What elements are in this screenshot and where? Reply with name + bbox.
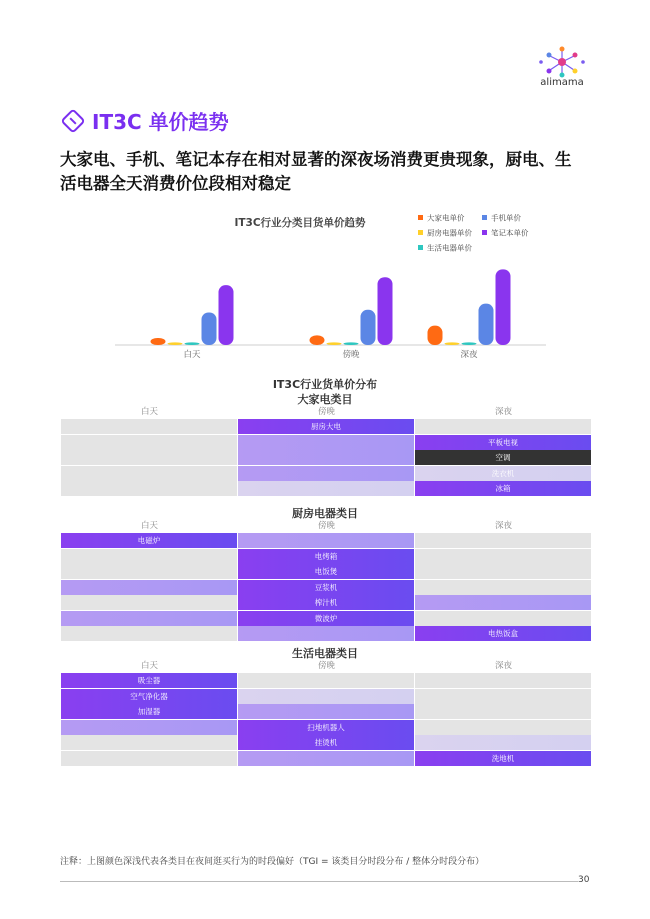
heat-cell: 空气净化器 xyxy=(61,689,237,704)
headline-line-1: 大家电、手机、笔记本存在相对显著的深夜场消费更贵现象，厨电、生 xyxy=(60,150,572,169)
column-label: 深夜 xyxy=(494,521,512,531)
headline-line-2: 活电器全天消费价位段相对稳定 xyxy=(60,174,291,193)
heat-cell: 电热饭盒 xyxy=(415,626,591,641)
bar-3-1 xyxy=(361,310,376,345)
page-number: 30 xyxy=(578,875,590,885)
column-label: 白天 xyxy=(140,521,158,531)
heat-cell: 吸尘器 xyxy=(61,673,237,688)
section-title: IT3C 单价趋势 xyxy=(92,110,229,134)
heat-cell xyxy=(415,611,591,626)
x-tick-label: 深夜 xyxy=(460,350,478,360)
bar-0-2 xyxy=(428,326,443,345)
tag-icon xyxy=(60,108,86,134)
heat-cell xyxy=(238,704,414,719)
legend-label: 生活电器单价 xyxy=(427,243,472,253)
heat-cell xyxy=(61,735,237,750)
heat-cell xyxy=(238,751,414,766)
chart-bars xyxy=(151,269,511,345)
group-title: 大家电类目 xyxy=(297,393,353,406)
distribution-title: IT3C行业货单价分布 xyxy=(272,378,378,391)
heat-cell xyxy=(415,580,591,595)
heat-cell: 电烤箱 xyxy=(238,549,414,564)
bar-4-2 xyxy=(496,269,511,345)
column-label: 白天 xyxy=(140,407,158,417)
heat-cell xyxy=(238,626,414,641)
heat-cell: 平板电视 xyxy=(415,435,591,450)
legend-label: 厨房电器单价 xyxy=(427,228,472,238)
chart-legend xyxy=(418,213,529,253)
bar-2-2 xyxy=(462,342,477,345)
legend-label: 大家电单价 xyxy=(427,213,465,223)
heat-cell xyxy=(61,450,237,465)
bar-4-0 xyxy=(219,285,234,345)
heat-cell xyxy=(61,611,237,626)
logo-text: alimama xyxy=(540,77,584,88)
column-label: 深夜 xyxy=(494,407,512,417)
heat-cell: 加湿器 xyxy=(61,704,237,719)
heat-cell: 空调 xyxy=(415,450,591,465)
heat-cell xyxy=(238,466,414,481)
legend-swatch xyxy=(418,230,423,235)
heat-cell: 挂烫机 xyxy=(238,735,414,750)
heat-cell xyxy=(61,466,237,481)
heat-cell xyxy=(415,419,591,434)
legend-swatch xyxy=(418,245,423,250)
heat-cell xyxy=(415,735,591,750)
heat-cell: 洗衣机 xyxy=(415,466,591,481)
heat-cell xyxy=(61,481,237,496)
heat-cell: 电饭煲 xyxy=(238,564,414,579)
heat-cell xyxy=(61,720,237,735)
heat-cell: 洗地机 xyxy=(415,751,591,766)
legend-label: 手机单价 xyxy=(491,213,521,223)
bar-0-1 xyxy=(310,335,325,345)
heat-cell xyxy=(61,435,237,450)
heat-cell: 微波炉 xyxy=(238,611,414,626)
heat-cell: 豆浆机 xyxy=(238,580,414,595)
group-title: 厨房电器类目 xyxy=(292,507,358,520)
heat-cell: 冰箱 xyxy=(415,481,591,496)
bar-2-0 xyxy=(185,342,200,345)
x-tick-label: 白天 xyxy=(183,350,201,360)
bar-3-2 xyxy=(479,304,494,345)
heat-cell: 扫地机器人 xyxy=(238,720,414,735)
heat-cell xyxy=(238,481,414,496)
footnote: 注释：上图颜色深浅代表各类目在夜间逛买行为的时段偏好（TGI = 该类目分时段分布 / 整体分时段分布） xyxy=(60,857,485,867)
legend-swatch xyxy=(418,215,423,220)
x-tick-label: 傍晚 xyxy=(342,350,360,360)
heat-cell: 榨汁机 xyxy=(238,595,414,610)
heat-cell xyxy=(61,626,237,641)
heat-cell xyxy=(238,533,414,548)
column-label: 傍晚 xyxy=(317,521,335,531)
x-tick-labels xyxy=(183,349,478,360)
heat-cell xyxy=(61,595,237,610)
heat-cell xyxy=(61,564,237,579)
column-label: 傍晚 xyxy=(317,407,335,417)
heat-cell xyxy=(415,564,591,579)
column-label: 傍晚 xyxy=(317,661,335,671)
chart-title: IT3C行业分类目货单价趋势 xyxy=(234,217,366,229)
heat-cell xyxy=(61,751,237,766)
column-label: 深夜 xyxy=(494,661,512,671)
heat-cell xyxy=(238,689,414,704)
legend-swatch xyxy=(482,230,487,235)
bar-1-0 xyxy=(168,342,183,345)
bar-2-1 xyxy=(344,342,359,345)
heat-cell xyxy=(238,435,414,450)
unit-price-bar-chart xyxy=(100,208,560,368)
heat-cell xyxy=(415,689,591,704)
heat-cell xyxy=(61,549,237,564)
group-title: 生活电器类目 xyxy=(292,647,358,660)
bar-1-2 xyxy=(445,342,460,345)
heat-cell xyxy=(415,595,591,610)
heat-cell xyxy=(415,704,591,719)
legend-label: 笔记本单价 xyxy=(491,228,529,238)
heat-cell xyxy=(238,673,414,688)
footer-divider xyxy=(60,881,578,882)
legend-swatch xyxy=(482,215,487,220)
heat-cell xyxy=(415,720,591,735)
heat-cell: 电磁炉 xyxy=(61,533,237,548)
heat-cell xyxy=(238,450,414,465)
bar-3-0 xyxy=(202,312,217,345)
heat-cell xyxy=(61,580,237,595)
bar-1-1 xyxy=(327,342,342,345)
heat-cell xyxy=(415,549,591,564)
heat-cell xyxy=(415,533,591,548)
heat-cell xyxy=(61,419,237,434)
bar-0-0 xyxy=(151,338,166,345)
bar-4-1 xyxy=(378,277,393,345)
column-label: 白天 xyxy=(140,661,158,671)
heat-cell: 厨房大电 xyxy=(238,419,414,434)
heat-cell xyxy=(415,673,591,688)
